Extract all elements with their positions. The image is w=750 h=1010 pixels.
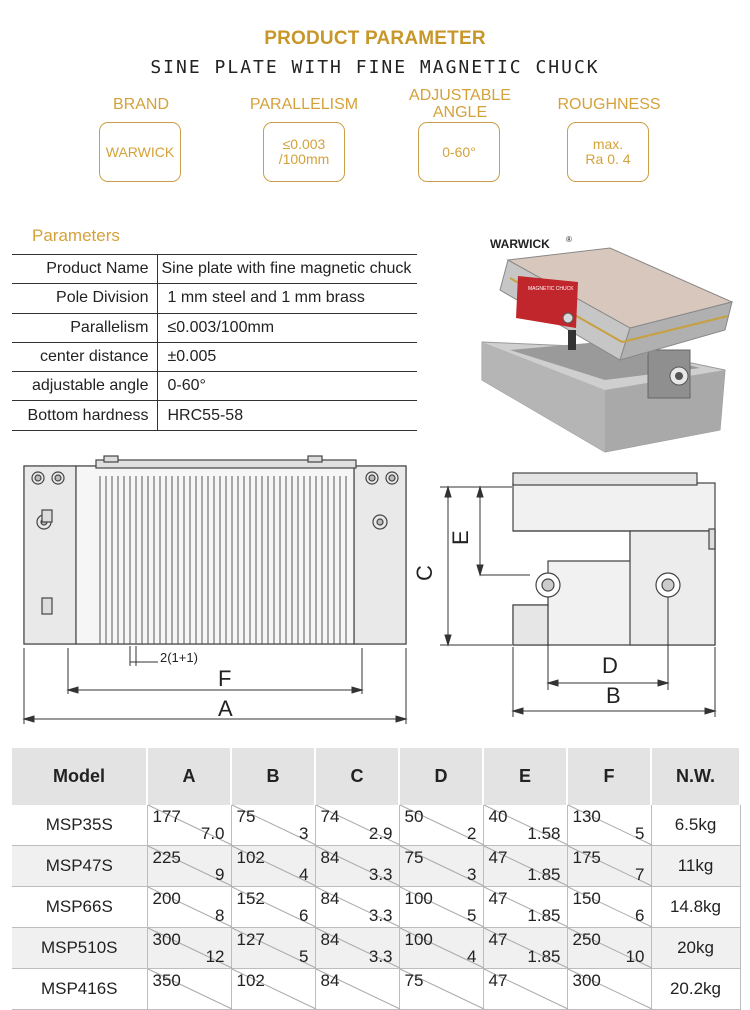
dim-cell-C xyxy=(315,887,399,928)
weight-cell: 6.5kg xyxy=(651,805,740,846)
value-mm: 152 xyxy=(236,889,265,908)
pole-division-label: 2(1+1) xyxy=(160,650,198,665)
value-mm: 300 xyxy=(572,971,601,990)
dim-cell-D xyxy=(399,969,483,1010)
param-key: adjustable angle xyxy=(12,372,157,401)
dim-cell-B xyxy=(231,887,315,928)
value-inch: 3 xyxy=(467,865,477,884)
param-row xyxy=(12,284,417,313)
parameters-table xyxy=(12,254,417,431)
dim-F-label: F xyxy=(218,666,232,691)
dim-cell-E xyxy=(483,928,567,969)
dim-D-label: D xyxy=(602,653,618,678)
product-photo xyxy=(470,230,740,455)
param-key: Parallelism xyxy=(12,313,157,342)
value-mm: 47 xyxy=(488,848,508,867)
model-cell: MSP47S xyxy=(12,846,147,887)
dim-cell-A xyxy=(147,969,231,1010)
photo-plate-text: MAGNETIC CHUCK xyxy=(528,286,574,292)
value-mm: 102 xyxy=(236,848,265,867)
value-mm: 100 xyxy=(404,930,433,949)
dim-cell-E xyxy=(483,846,567,887)
weight-cell: 20kg xyxy=(651,928,740,969)
value-inch: 5 xyxy=(467,906,477,925)
param-key: Product Name xyxy=(12,255,157,284)
dim-cell-B xyxy=(231,846,315,887)
dim-cell-F xyxy=(567,846,651,887)
col-header: D xyxy=(399,748,483,805)
value-mm: 100 xyxy=(404,889,433,908)
value-inch: 4 xyxy=(299,865,309,884)
badge-roughness-label: ROUGHNESS xyxy=(557,96,661,113)
dim-cell-E xyxy=(483,805,567,846)
dim-cell-F xyxy=(567,928,651,969)
value-inch: 8 xyxy=(215,906,225,925)
param-row xyxy=(12,313,417,342)
value-mm: 102 xyxy=(236,971,265,990)
value-inch: 7 xyxy=(635,865,645,884)
value-mm: 84 xyxy=(320,971,340,990)
dim-cell-C xyxy=(315,928,399,969)
value-inch: 1.85 xyxy=(527,906,561,925)
model-table-header xyxy=(12,748,740,805)
dim-cell-D xyxy=(399,805,483,846)
col-header: A xyxy=(147,748,231,805)
table-row xyxy=(12,969,740,1010)
badge-roughness-value: max. Ra 0. 4 xyxy=(567,122,649,182)
col-header: C xyxy=(315,748,399,805)
page-title: PRODUCT PARAMETER xyxy=(264,28,486,49)
value-inch: 1.85 xyxy=(527,947,561,966)
badge-parallelism-label: PARALLELISM xyxy=(249,96,359,113)
param-row xyxy=(12,372,417,401)
value-mm: 350 xyxy=(152,971,181,990)
param-value: Sine plate with fine magnetic chuck xyxy=(157,255,417,284)
parameters-title: Parameters xyxy=(32,226,120,245)
param-value: 1 mm steel and 1 mm brass xyxy=(157,284,417,313)
weight-cell: 11kg xyxy=(651,846,740,887)
value-mm: 50 xyxy=(404,807,424,826)
model-cell: MSP35S xyxy=(12,805,147,846)
value-inch: 5 xyxy=(299,947,309,966)
dim-C-label: C xyxy=(412,565,437,581)
value-inch: 3.3 xyxy=(368,947,393,966)
dim-cell-B xyxy=(231,969,315,1010)
model-table xyxy=(12,748,741,1010)
badge-brand-label: BRAND xyxy=(112,96,169,113)
value-inch: 2.9 xyxy=(368,824,393,843)
badge-angle-value: 0-60° xyxy=(418,122,500,182)
param-key: center distance xyxy=(12,342,157,371)
badge-angle-label: ADJUSTABLE ANGLE xyxy=(409,87,511,121)
dim-cell-A xyxy=(147,928,231,969)
col-header: Model xyxy=(12,748,147,805)
value-inch: 7.0 xyxy=(200,824,225,843)
value-mm: 47 xyxy=(488,889,508,908)
dim-cell-D xyxy=(399,887,483,928)
dim-cell-F xyxy=(567,805,651,846)
value-inch: 3.3 xyxy=(368,906,393,925)
col-header: E xyxy=(483,748,567,805)
dim-cell-C xyxy=(315,969,399,1010)
dim-cell-C xyxy=(315,846,399,887)
col-header: B xyxy=(231,748,315,805)
param-row xyxy=(12,342,417,371)
value-mm: 75 xyxy=(404,971,424,990)
param-row xyxy=(12,255,417,284)
value-mm: 175 xyxy=(572,848,601,867)
value-mm: 127 xyxy=(236,930,265,949)
value-inch: 5 xyxy=(635,824,645,843)
dim-cell-C xyxy=(315,805,399,846)
value-inch: 9 xyxy=(215,865,225,884)
value-inch: 3.3 xyxy=(368,865,393,884)
side-view-drawing xyxy=(412,465,730,720)
photo-brand: WARWICK xyxy=(490,237,550,251)
value-inch: 12 xyxy=(205,947,225,966)
value-inch: 6 xyxy=(299,906,309,925)
value-mm: 150 xyxy=(572,889,601,908)
table-row xyxy=(12,846,740,887)
value-mm: 47 xyxy=(488,971,508,990)
value-mm: 200 xyxy=(152,889,181,908)
dim-cell-A xyxy=(147,805,231,846)
dim-cell-A xyxy=(147,846,231,887)
weight-cell: 20.2kg xyxy=(651,969,740,1010)
value-inch: 10 xyxy=(625,947,645,966)
value-inch: 6 xyxy=(635,906,645,925)
value-mm: 130 xyxy=(572,807,601,826)
col-header: F xyxy=(567,748,651,805)
dim-cell-E xyxy=(483,887,567,928)
col-header: N.W. xyxy=(651,748,740,805)
table-row xyxy=(12,887,740,928)
value-mm: 250 xyxy=(572,930,601,949)
value-inch: 4 xyxy=(467,947,477,966)
value-mm: 74 xyxy=(320,807,340,826)
dim-cell-A xyxy=(147,887,231,928)
value-mm: 84 xyxy=(320,889,340,908)
dim-cell-F xyxy=(567,887,651,928)
value-inch: 1.58 xyxy=(527,824,561,843)
model-cell: MSP66S xyxy=(12,887,147,928)
value-mm: 75 xyxy=(236,807,256,826)
front-view-drawing xyxy=(18,448,413,730)
model-cell: MSP510S xyxy=(12,928,147,969)
value-mm: 225 xyxy=(152,848,181,867)
model-cell: MSP416S xyxy=(12,969,147,1010)
dim-cell-D xyxy=(399,846,483,887)
value-mm: 47 xyxy=(488,930,508,949)
value-mm: 300 xyxy=(152,930,181,949)
table-row xyxy=(12,805,740,846)
value-inch: 2 xyxy=(467,824,477,843)
param-key: Pole Division xyxy=(12,284,157,313)
value-mm: 75 xyxy=(404,848,424,867)
dim-cell-B xyxy=(231,928,315,969)
badge-parallelism-value: ≤0.003 /100mm xyxy=(263,122,345,182)
dim-cell-D xyxy=(399,928,483,969)
dim-cell-B xyxy=(231,805,315,846)
page-subtitle: SINE PLATE WITH FINE MAGNETIC CHUCK xyxy=(150,57,600,78)
param-row xyxy=(12,401,417,430)
value-inch: 3 xyxy=(299,824,309,843)
dim-A-label: A xyxy=(218,696,233,721)
value-mm: 84 xyxy=(320,848,340,867)
param-key: Bottom hardness xyxy=(12,401,157,430)
param-value: ≤0.003/100mm xyxy=(157,313,417,342)
value-inch: 1.85 xyxy=(527,865,561,884)
weight-cell: 14.8kg xyxy=(651,887,740,928)
dim-E-label: E xyxy=(448,530,473,545)
param-value: 0-60° xyxy=(157,372,417,401)
dim-cell-E xyxy=(483,969,567,1010)
photo-reg-mark: ® xyxy=(566,235,572,244)
param-value: ±0.005 xyxy=(157,342,417,371)
value-mm: 40 xyxy=(488,807,508,826)
value-mm: 84 xyxy=(320,930,340,949)
table-row xyxy=(12,928,740,969)
dim-B-label: B xyxy=(606,683,621,708)
value-mm: 177 xyxy=(152,807,181,826)
dim-cell-F xyxy=(567,969,651,1010)
badge-brand-value: WARWICK xyxy=(99,122,181,182)
param-value: HRC55-58 xyxy=(157,401,417,430)
